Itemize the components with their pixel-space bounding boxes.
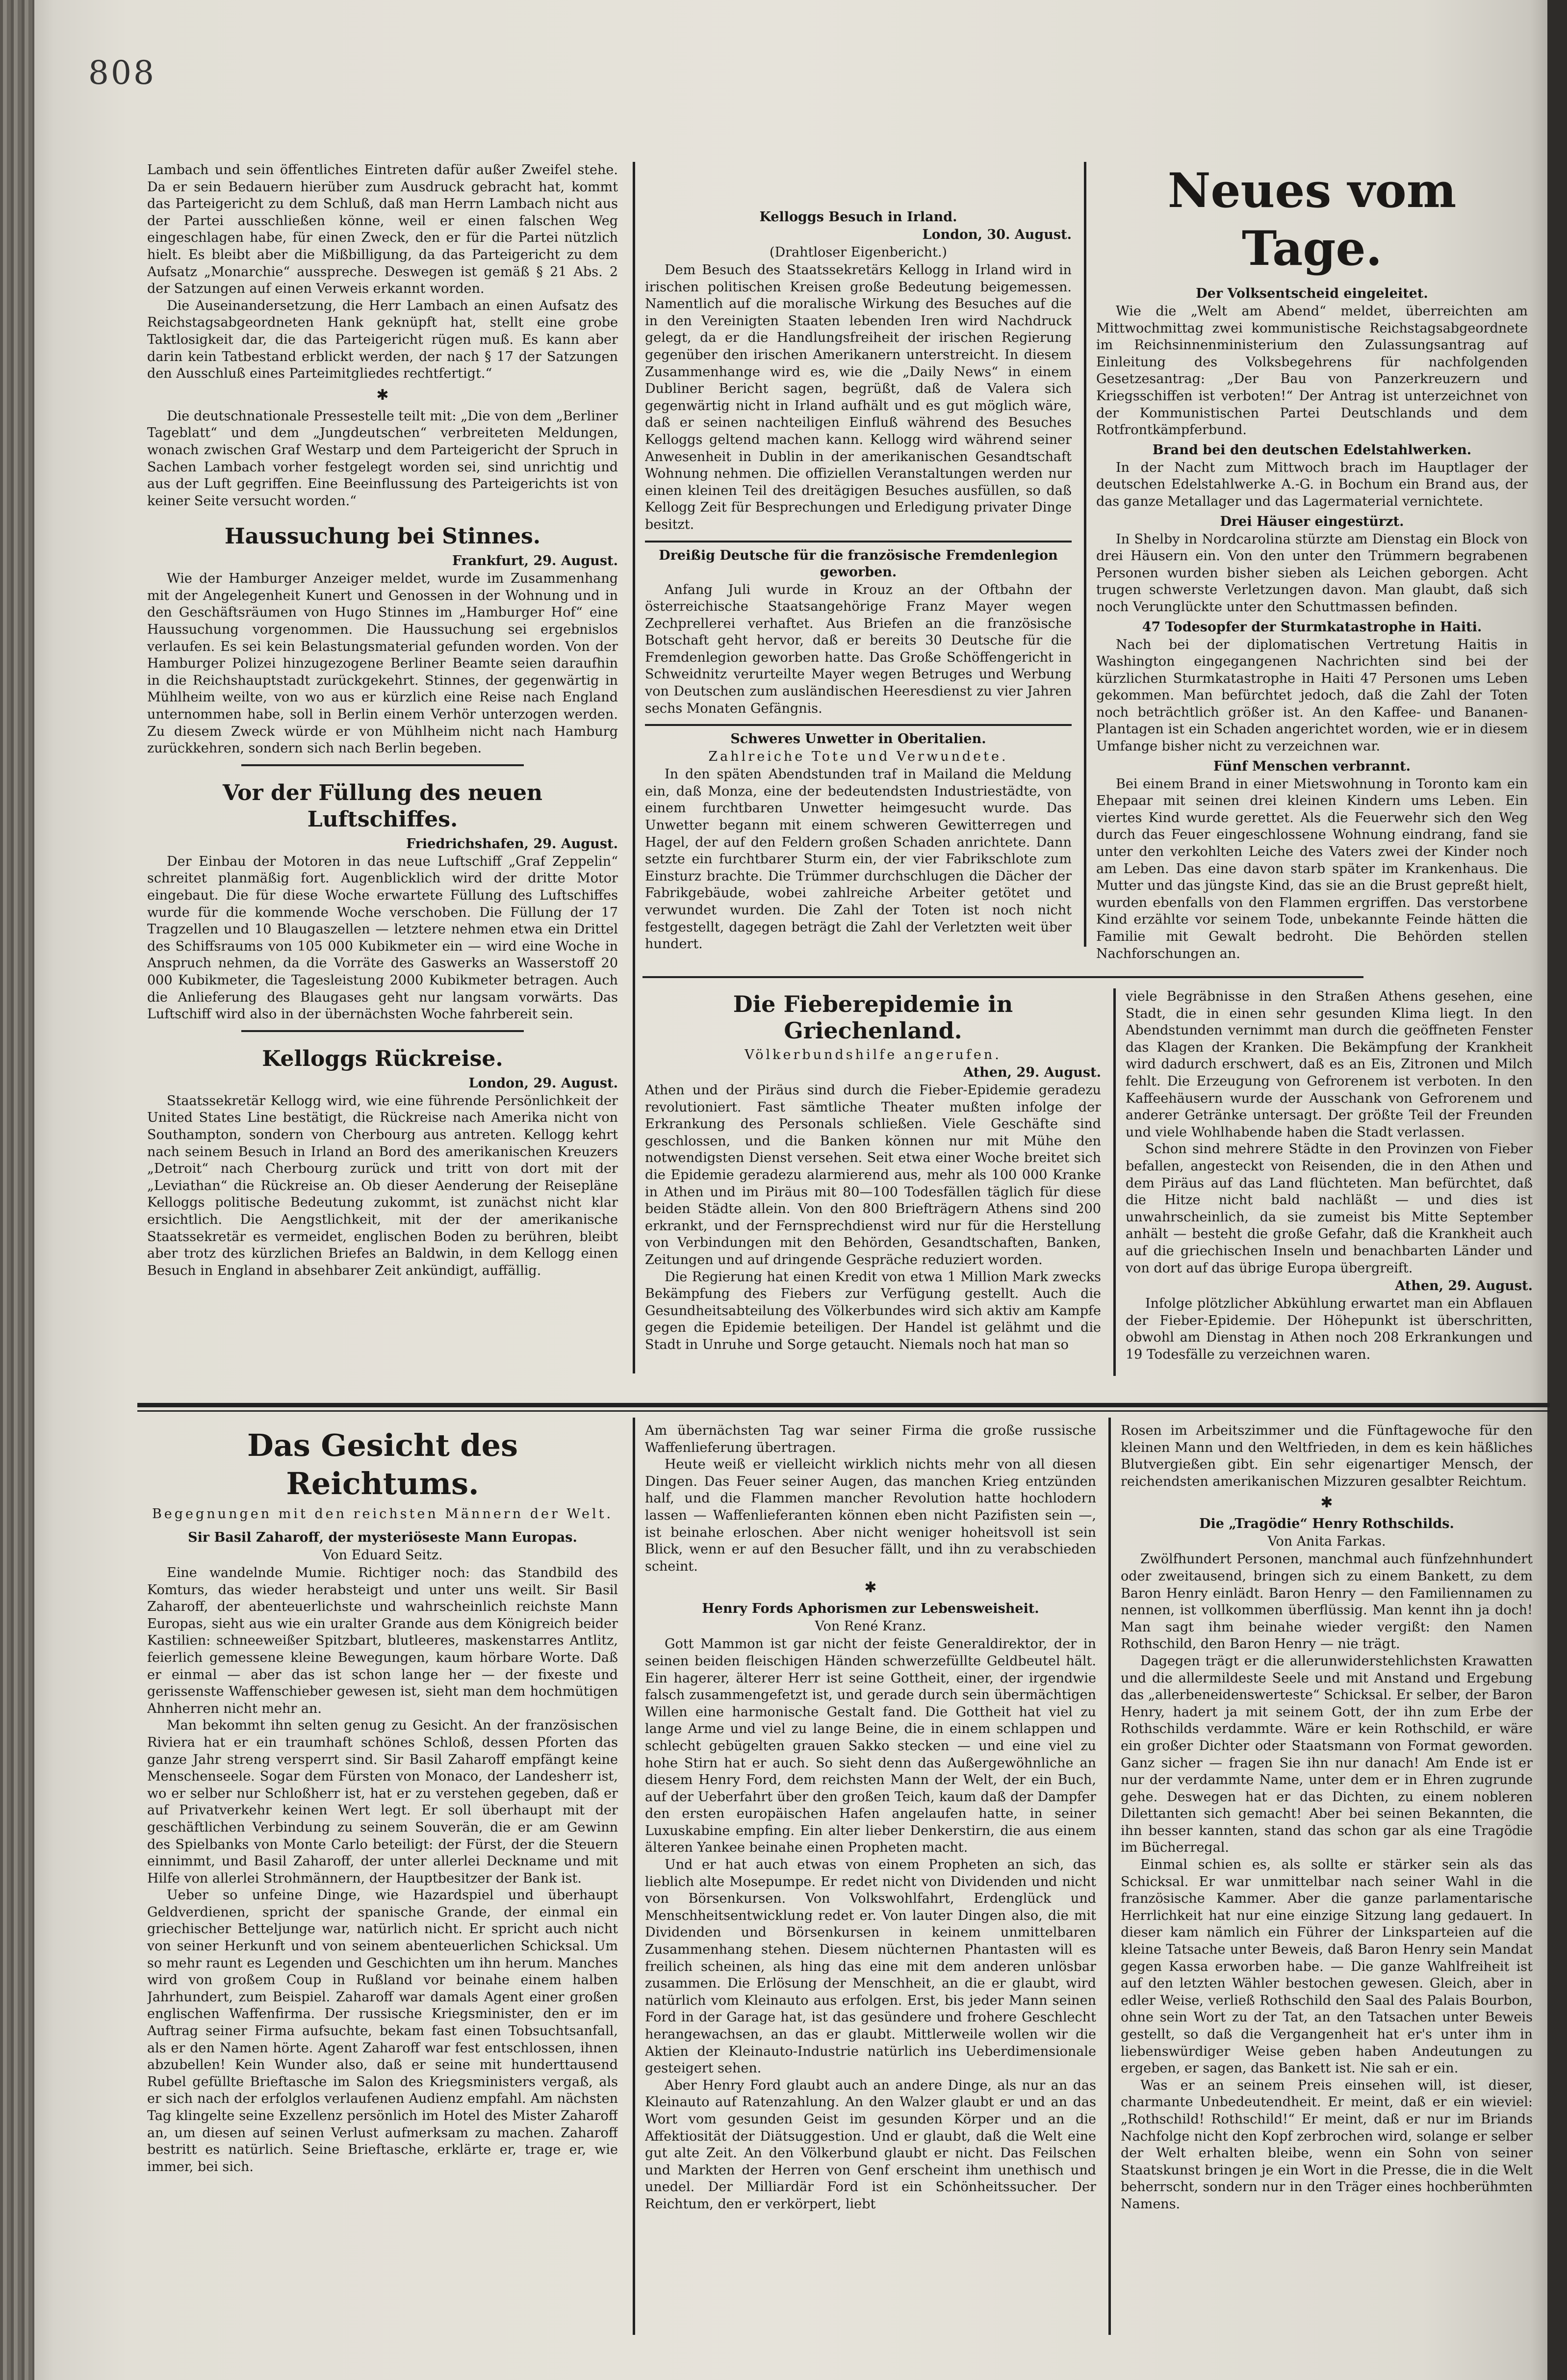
paragraph: Man bekommt ihn selten genug zu Gesicht. An der französischen Riviera hat er ein traumhaft schönes Schloß, dessen Pforten das ganze Jahr streng versperrt sind. Sir Basil Zaharoff empfängt keine Menschenseele. Sogar dem Fürsten von Monaco, der Landesherr ist, wo er selber nur Schloßherr ist, hat er zu verstehen gegeben, daß er auf Privatverkehr keinen Wert legt. Er soll überhaupt mit der geschäftlichen Verbindung zu seinem Souverän, die er am Gewinn des Spielbanks von Monte Carlo beteiligt: der Fürst, der die Steuern einnimmt, und Basil Zaharoff, der unter allerlei Deckname und mit Hilfe von allerlei Strohmännern, der Hauptbesitzer der Bank ist. [147, 1718, 618, 1886]
headline-gesicht-reichtum: Das Gesicht des Reichtums. [247, 1427, 518, 1501]
paragraph: viele Begräbnisse in den Straßen Athens gesehen, eine Stadt, die in einen sehr gesunden Klima liegt. In den Abendstunden vernimmt man durch die geöffneten Fenster das Klagen der Kranken. Die Bekämpfung der Krankheit wird dadurch erschwert, daß es an Eis, Zitronen und Milch fehlt. Die Erzeugung von Gefrorenem ist verboten. In den Kaffeehäusern wurde der Ausschank von Gefrorenem und anderer Getränke untersagt. Der größte Teil der Freunden und viele Wohlhabende haben die Stadt verlassen. [1126, 989, 1533, 1140]
separator-star-icon: ✱ [376, 386, 389, 404]
headline: Der Volksentscheid eingeleitet. [1196, 286, 1428, 301]
paragraph: Am übernächsten Tag war seiner Firma die große russische Waffenlieferung übertragen. [645, 1423, 1096, 1455]
column-rule [1084, 162, 1086, 947]
column-rule [633, 162, 635, 1373]
paragraph: In den späten Abendstunden traf in Mailand die Meldung ein, daß Monza, eine der bedeutendsten Industriestädte, von einem furchtbaren Unwetter heimgesucht wurde. Das Unwetter begann mit einem schweren Gewitterregen und Hagel, der auf den Feldern großen Schaden anrichtete. Dann setzte ein furchtbarer Sturm ein, der vier Fabrikschlote zum Einsturz brachte. Die Trümmer durchschlugen die Dächer der Fabrikgebäude, wobei zahlreiche Arbeiter getötet und verwundet wurden. Die Zahl der Toten ist noch nicht festgestellt, dagegen beträgt die Zahl der Verletzten weit über hundert. [645, 767, 1072, 952]
paragraph: Gott Mammon ist gar nicht der feiste Generaldirektor, der in seinen beiden fleischigen Händen schwerzefüllte Geldbeutel hält. Ein hagerer, älterer Herr ist seine Gottheit, einer, der irgendwie falsch zusammengefetzt ist, und gerade durch sein übermächtigen Willen eine harmonische Gestalt fand. Die Gottheit hat viel zu lange Arme und viel zu lange Beine, die in einem schlappen und schlecht gebügelten grauen Sakko stecken — und eine viel zu hohe Stirn hat er auch. So sieht denn das Außergewöhnliche an diesem Henry Ford, dem reichsten Mann der Welt, der ein Buch, auf der Ueberfahrt über den großen Teich, kaum daß der Dampfer den ersten europäischen Hafen angelaufen hatte, in seiner Luxuskabine empfing. Ein alter lieber Denkerstirn, die aus einem älteren Yankee beinahe einen Propheten macht. [645, 1636, 1096, 1856]
dateline: Friedrichshafen, 29. August. [406, 836, 618, 852]
paragraph: Anfang Juli wurde in Krouz an der Oftbahn der österreichische Staatsangehörige Franz Mayer wegen Zechprellerei verhaftet. Aus Briefen an die französische Botschaft geht hervor, daß er bereits 30 Deutsche für die Fremdenlegion geworben hatte. Das Große Schöffengericht in Schweidnitz verurteilte Mayer wegen Betruges und Werbung von Deutschen zum ausländischen Heeresdienst zu vier Jahren sechs Monaten Gefängnis. [645, 582, 1072, 716]
dateline: London, 29. August. [468, 1075, 618, 1091]
section-title: Neues vom Tage. [1167, 163, 1457, 276]
subheadline: Begegnungen mit den reichsten Männern der Welt. [152, 1506, 614, 1522]
subheadline: Zahlreiche Tote und Verwundete. [708, 749, 1008, 765]
part-title: Die „Tragödie“ Henry Rothschilds. [1199, 1516, 1454, 1532]
subheadline: Völkerbundshilfe angerufen. [745, 1047, 1002, 1062]
paragraph: Bei einem Brand in einer Mietswohnung in Toronto kam ein Ehepaar mit seinen drei kleinen Kindern ums Leben. Ein viertes Kind wurde gerettet. Als die Feuerwehr sich den Weg durch das Feuer eingeschlossene Wohnung eindrang, fand sie unter den verkohlten Leiche des Vaters zwei der Kinder noch am Leben. Das eine davon starb später im Krankenhaus. Die Mutter und das jüngste Kind, das sie an die Brust gepreßt hielt, wurden ebenfalls von den Flammen ergriffen. Das verstorbene Kind erzählte vor seinem Tode, unbekannte Feinde hätten die Familie mit Gewalt bedroht. Die Behörden stellen Nachforschungen an. [1096, 776, 1528, 961]
paragraph: Nach bei der diplomatischen Vertretung Haitis in Washington eingegangenen Nachrichten sind bei der kürzlichen Sturmkatastrophe in Haiti 47 Personen ums Leben gekommen. Man befürchtet jedoch, daß die Zahl der Toten noch beträchtlich größer ist. An den Kaffee- und Bananen-Plantagen ist ein Schaden angerichtet worden, wie er in diesem Umfange bisher nicht zu verzeichnen war. [1096, 637, 1528, 754]
paragraph: Die deutschnationale Pressestelle teilt mit: „Die von dem „Berliner Tageblatt“ und dem „Jungdeutschen“ verbreiteten Meldungen, wonach zwischen Graf Westarp und dem Parteigericht der Spruch in Sachen Lambach vorher festgelegt worden sei, sind unrichtig und aus der Luft gegriffen. Eine Beeinflussung des Parteigerichts ist von keiner Seite versucht worden.“ [147, 408, 618, 509]
author: Von Anita Farkas. [1267, 1534, 1386, 1550]
paragraph: Die Auseinandersetzung, die Herr Lambach an einen Aufsatz des Reichstagsabgeordneten Hank geknüpft hat, stellt eine grobe Taktlosigkeit dar, die das Parteigericht rügen muß. Es kann aber darin kein Tatbestand erblickt werden, der nach § 17 der Satzungen den Ausschluß eines Parteimitgliedes rechtfertigt.“ [147, 298, 618, 382]
headline-stinnes: Haussuchung bei Stinnes. [224, 524, 541, 549]
paragraph: In Shelby in Nordcarolina stürzte am Dienstag ein Block von drei Häusern ein. Von den unter den Trümmern begrabenen Personen wurden bisher sieben als Leichen geborgen. Acht trugen schwerste Verletzungen davon. Man glaubt, daß sich noch Verunglückte unter den Schuttmassen befinden. [1096, 531, 1528, 615]
paragraph: Dem Besuch des Staatssekretärs Kellogg in Irland wird in irischen politischen Kreisen große Bedeutung beigemessen. Namentlich auf die moralische Wirkung des Besuches auf die in den Vereinigten Staaten lebenden Iren wird Nachdruck gelegt, da er die Handlungsfreiheit der irischen Regierung gegenüber den irischen Amerikanern unterstreicht. In diesem Zusammenhange wird es, wie die „Daily News“ in einem Dubliner Bericht sagen, begrüßt, daß de Valera sich gegenwärtig nicht in Irland aufhält und es gut möglich wäre, daß er seinen nachteiligen Einfluß während des Besuches Kelloggs geltend machen kann. Kellogg wird während seiner Anwesenheit in Dublin in der amerikanischen Gesandtschaft Wohnung nehmen. Die offiziellen Veranstaltungen werden nur einen kleinen Teil des dreitägigen Besuches ausfüllen, so daß Kellogg Zeit für Besprechungen und Erledigung privater Dinge besitzt. [645, 262, 1072, 532]
column-rule [1113, 988, 1116, 1376]
paragraph: Wie der Hamburger Anzeiger meldet, wurde im Zusammenhang mit der Angelegenheit Kunert und Genossen in der Wohnung und in den Geschäftsräumen von Hugo Stinnes im „Hamburger Hof“ eine Haussuchung vorgenommen. Die Haussuchung sei ergebnislos verlaufen. Es sei kein Belastungsmaterial gefunden worden. Von der Hamburger Polizei hinzugezogene Berliner Beamte seien daraufhin in die Reichshauptstadt zurückgekehrt. Stinnes, der gegenwärtig in Mühlheim weilte, von wo aus er kürzlich eine Reise nach England unternommen habe, soll in Berlin einem Verhör unterzogen werden. Zu diesem Zweck würde er von Mühlheim nicht nach Hamburg zurückkehren, sondern sich nach Berlin begeben. [147, 571, 618, 756]
headline-fieberepidemie: Die Fieberepidemie in Griechenland. [733, 991, 1013, 1044]
divider [645, 724, 1072, 726]
paragraph: Der Einbau der Motoren in das neue Luftschiff „Graf Zeppelin“ schreitet planmäßig fort. Augenblicklich wird der dritte Motor eingebaut. Die für diese Woche erwartete Füllung des Luftschiffes wurde für die kommende Woche verschoben. Die Füllung der 17 Tragzellen und 10 Blaugaszellen — letztere nehmen etwa ein Drittel des Schiffsraums von 105 000 Kubikmeter ein — wird eine Woche in Anspruch nehmen, da die Vorräte des Gaswerks an Wasserstoff 20 000 Kubikmeter, die Tagesleistung 2000 Kubikmeter betragen. Auch die Anlieferung des Blaugases geht nur langsam vorwärts. Das Luftschiff wird also in der übernächsten Woche fahrbereit sein. [147, 854, 618, 1022]
paragraph: Athen und der Piräus sind durch die Fieber-Epidemie geradezu revolutioniert. Fast sämtliche Theater mußten infolge der Erkrankung des Personals schließen. Viele Geschäfte sind geschlossen, und die Banken können nur mit Mühe den notwendigsten Dienst versehen. Seit etwa einer Woche breitet sich die Epidemie geradezu alarmierend aus, mehr als 100 000 Kranke in Athen und im Piräus mit 80—100 Todesfällen täglich für diese beiden Städte allein. Von den 800 Briefträgern Athens sind 200 erkrankt, und der Fernsprechdienst wird nur für die Herstellung von Verbindungen mit den Behörden, Gesandtschaften, Banken, Zeitungen und auf dringende Gespräche reduziert worden. [645, 1083, 1101, 1268]
headline-fremdenlegion: Dreißig Deutsche für die französische Fremdenlegion geworben. [659, 547, 1058, 580]
paragraph: Was er an seinem Preis einsehen will, ist dieser, charmante Unbedeutendheit. Er meint, daß er ein wieviel: „Rothschild! Rothschild!“ Er meint, daß er nur im Briands Nachfolge nicht den Kopf zerbrochen wird, solange er selber der Welt erhalten bleibe, wenn ein Sohn von seiner Staatskunst bringen je ein Wort in die Presse, die in die Welt beherrscht, sondern nur in den Träger eines hochberühmten Namens. [1121, 2077, 1533, 2212]
headline: Brand bei den deutschen Edelstahlwerken. [1152, 442, 1472, 458]
separator-star-icon: ✱ [1320, 1494, 1333, 1512]
paragraph: Staatssekretär Kellogg wird, wie eine führende Persönlichkeit der United States Line bestätigt, die Rückreise nach Amerika nicht von Southampton, sondern von Cherbourg aus antreten. Kellogg kehrt nach seinem Besuch in Irland an Bord des amerikanischen Kreuzers „Detroit“ nach Cherbourg zurück und tritt von dort mit der „Leviathan“ die Rückreise an. Ob dieser Aenderung der Reisepläne Kelloggs politische Bedeutung zukommt, ist zunächst nicht klar ersichtlich. Die Aengstlichkeit, mit der der amerikanische Staatssekretär es vermeidet, englischen Boden zu berühren, bleibt aber trotz des kürzlichen Briefes an Baldwin, in dem Kellogg einen Besuch in England in absehbarer Zeit ankündigt, auffällig. [147, 1093, 618, 1278]
feuilleton-rule-thin [137, 1410, 1550, 1412]
paragraph: Einmal schien es, als sollte er stärker sein als das Schicksal. Er war unmittelbar nach seiner Wahl in die französische Kammer. Aber die ganze parlamentarische Herrlichkeit hat nur eine einzige Sitzung lang gedauert. In dieser kam nämlich ein Führer der Linksparteien auf die kleine Tatsache unter Beweis, daß Baron Henry sein Mandat gegen Kassa erworben habe. — Die ganze Wahlfreiheit ist auf den letzten Wähler bestochen gewesen. Gleich, aber in edler Weise, verließ Rothschild den Saal des Palais Bourbon, ohne sein Wort zu der Tat, an den Tatsachen unter Beweis gestellt, so daß die Vergangenheit hat er's unter ihm in liebenswürdiger Weise geben haben Andeutungen zu ergeben, er sagen, das Bankett ist. Nie sah er ein. [1121, 1857, 1533, 2076]
source-note: (Drahtloser Eigenbericht.) [770, 245, 947, 260]
paragraph: Zwölfhundert Personen, manchmal auch fünfzehnhundert oder zweitausend, bringen sich zu einem Bankett, zu dem Baron Henry einlädt. Baron Henry — den Familiennamen zu nennen, ist vollkommen überflüssig. Man kennt ihn ja doch! Man sagt ihm beinahe wieder vergißt: den Namen Rothschild, den Baron Henry — nie trägt. [1121, 1552, 1533, 1652]
page-number: 808 [88, 54, 156, 92]
part-title: Henry Fords Aphorismen zur Lebensweisheit. [702, 1601, 1039, 1617]
paragraph: Wie die „Welt am Abend“ meldet, überreichten am Mittwochmittag zwei kommunistische Reichstagsabgeordnete im Reichsinnenministerium den Zulassungsantrag auf Einleitung des Volksbegehrens für nachfolgenden Gesetzesantrag: „Der Bau von Panzerkreuzern und Kriegsschiffen ist verboten!“ Der Antrag ist unterzeichnet von der Kommunistischen Partei Deutschlands und dem Rotfrontkämpferbund. [1096, 304, 1528, 438]
paragraph: Und er hat auch etwas von einem Propheten an sich, das lieblich alte Mosepumpe. Er redet nicht von Dividenden und nicht von Börsenkursen. Von Volkswohlfahrt, Erdenglück und Menschheitsentwicklung redet er. Von lauter Dingen also, die mit Dividenden und Börsenkursen in keinem unmittelbaren Zusammenhang stehen. Diesem nüchternen Phantasten will es freilich scheinen, als hing das eine mit dem anderen unlösbar zusammen. Die Erlösung der Menschheit, an die er glaubt, wird natürlich vom Kleinauto aus erfolgen. Erst, bis jeder Mann seinen Ford in der Garage hat, ist das gesündere und frohere Geschlecht herangewachsen, an das er glaubt. Mittlerweile wollen wir die Aktien der Kleinauto-Industrie natürlich ins Ueberdimensionale gesteigert sehen. [645, 1857, 1096, 2076]
paragraph: Die Regierung hat einen Kredit von etwa 1 Million Mark zwecks Bekämpfung des Fiebers zur Verfügung gestellt. Auch die Gesundheitsabteilung des Völkerbundes wird sich aktiv am Kampfe gegen die Epidemie beteiligen. Der Handel ist gelähmt und die Stadt in Unruhe und Sorge getaucht. Niemals noch hat man so [645, 1269, 1101, 1352]
part-title: Sir Basil Zaharoff, der mysteriöseste Mann Europas. [188, 1530, 577, 1545]
dateline: Athen, 29. August. [963, 1065, 1101, 1080]
paragraph: Rosen im Arbeitszimmer und die Fünftagewoche für den kleinen Mann und den Weltfrieden, in dem es kein häßliches Blutvergießen gibt. Ein sehr eigenartiger Mensch, der reichendsten amerikanischen Mizzuren gesalbter Reichtum. [1121, 1423, 1533, 1489]
section-rule [642, 976, 1363, 978]
headline: Drei Häuser eingestürzt. [1220, 514, 1404, 529]
divider [645, 541, 1072, 543]
wealth-column-b [645, 1423, 1096, 2335]
dateline: Athen, 29. August. [1395, 1278, 1533, 1294]
paragraph: Eine wandelnde Mumie. Richtiger noch: das Standbild des Komturs, das wieder herabsteigt und unter uns weilt. Sir Basil Zaharoff, der abenteuerlichste und wahrscheinlich reichste Mann Europas, sieht aus wie ein uralter Grande aus dem Königreich beider Kastilien: schneeweißer Spitzbart, blutleeres, maskenstarres Antlitz, feierlich gemessene kleine Bewegungen, kaum hörbare Worte. Daß er einmal — aber das ist schon lange her — der fixeste und gerissenste Waffenschieber gewesen ist, sieht man dem hochmütigen Ahnherren nicht mehr an. [147, 1565, 618, 1716]
fever-article-right [1126, 988, 1533, 1396]
headline: Fünf Menschen verbrannt. [1213, 758, 1411, 774]
paragraph: Ueber so unfeine Dinge, wie Hazardspiel und überhaupt Geldverdienen, spricht der spanische Grande, der einmal ein griechischer Betteljunge war, natürlich nicht. Er spricht auch nicht von seiner Herkunft und von seinem abenteuerlichen Schicksal. Um so mehr raunt es Legenden und Geschichten um ihn herum. Manches wird von großem Coup in Rußland vor beinahe einem halben Jahrhundert, zum Beispiel. Zaharoff war damals Agent einer großen englischen Waffenfirma. Der russische Kriegsminister, den er im Auftrag seiner Firma aufsuchte, bekam fast einen Tobsuchtsanfall, als er den Namen hörte. Agent Zaharoff war fest entschlossen, ihnen abzubellen! Kein Wunder also, daß er seine mit hunderttausend Rubel gefüllte Brieftasche im Salon des Kriegsministers vergaß, als er sich nach der erfolglos verlaufenen Audienz empfahl. Am nächsten Tag klingelte seine Exzellenz persönlich im Hotel des Mister Zaharoff an, um diesen auf seinen Verlust aufmerksam zu machen. Zaharoff bestritt es natürlich. Seine Brieftasche, erklärte er, trage er, wie immer, bei sich. [147, 1888, 618, 2174]
feuilleton-rule [137, 1403, 1550, 1407]
divider [241, 1030, 524, 1032]
paragraph: In der Nacht zum Mittwoch brach im Hauptlager der deutschen Edelstahlwerke A.-G. in Bochum ein Brand aus, der das ganze Metallager und das Lagermaterial vernichtete. [1096, 460, 1528, 509]
headline-luftschiff: Vor der Füllung des neuen Luftschiffes. [223, 780, 542, 832]
author: Von Eduard Seitz. [322, 1548, 443, 1563]
page-edge-right [1547, 0, 1567, 2380]
wealth-column-c [1121, 1423, 1533, 2335]
paragraph: Heute weiß er vielleicht wirklich nichts mehr von all diesen Dingen. Das Feuer seiner Augen, das manchen Krieg entzünden half, und die Flammen mancher Revolution hatte hochlodern lassen — Waffenlieferanten können eben nicht Pazifisten sein —, ist beinahe erloschen. Aber nicht weniger hoheitsvoll ist sein Blick, wenn er auf den Besucher fällt, und ihn zu verabschieden scheint. [645, 1457, 1096, 1574]
column-right [1096, 157, 1528, 961]
headline-unwetter: Schweres Unwetter in Oberitalien. [730, 731, 986, 747]
separator-star-icon: ✱ [864, 1579, 877, 1597]
column-left [147, 162, 618, 1388]
dateline: London, 30. August. [922, 227, 1072, 242]
fever-article-left [645, 986, 1101, 1393]
paragraph: Infolge plötzlicher Abkühlung erwartet man ein Abflauen der Fieber-Epidemie. Der Höhepunkt ist überschritten, obwohl am Dienstag in Athen noch 208 Erkrankungen und 19 Todesfälle zu verzeichnen waren. [1126, 1296, 1533, 1362]
column-middle [645, 206, 1072, 971]
binding-edge [0, 0, 34, 2380]
paragraph: Aber Henry Ford glaubt auch an andere Dinge, als nur an das Kleinauto auf Ratenzahlung. An den Walzer glaubt er und an das Wort vom gesunden Geist im gesunden Körper und an die Affektiosität der Diätsuggestion. Und er glaubt, daß die Welt eine gut alte Zeit. An den Völkerbund glaubt er nicht. Das Feilschen und Markten der Herren von Genf erscheint ihm unethisch und unedel. Der Milliardär Ford ist ein Schönheitssucher. Der Reichtum, den er verkörpert, liebt [645, 2077, 1096, 2212]
column-rule [1108, 1418, 1111, 2335]
headline-kellogg-rueckreise: Kelloggs Rückreise. [262, 1046, 503, 1071]
dateline: Frankfurt, 29. August. [452, 553, 618, 569]
headline: 47 Todesopfer der Sturmkatastrophe in Haiti. [1142, 619, 1482, 635]
column-rule [633, 1418, 635, 2335]
paragraph: Dagegen trägt er die allerunwiderstehlichsten Krawatten und die allermildeste Seele und mit Anstand und Ergebung das „allerbeneidenswerteste“ Schicksal. Er selber, der Baron Henry, hadert ja mit seinem Gott, der ihn zum Erbe der Rothschilds verdammte. Wäre er kein Rothschild, er wäre ein großer Dichter oder Staatsmann von Format geworden. Ganz sicher — fragen Sie ihn nur danach! Am Ende ist er nur der verdammte Name, unter dem er in Ehren zugrunde gehe. Deswegen hat er das Dichten, zu einem nobleren Dilettanten sich gemacht! Aber bei seinen Bekannten, die ihn besser kannten, stand das schon gar als eine Tragödie im Bücherregal. [1121, 1653, 1533, 1856]
headline-kellogg-irland: Kelloggs Besuch in Irland. [759, 209, 957, 225]
divider [241, 764, 524, 766]
wealth-column-a [147, 1423, 618, 2335]
author: Von René Kranz. [815, 1619, 926, 1634]
paragraph: Schon sind mehrere Städte in den Provinzen von Fieber befallen, angesteckt von Reisenden, die in den Athen und dem Piräus auf das Land flüchteten. Man befürchtet, daß die Hitze nicht bald nachläßt — und dies ist unwahrscheinlich, da sie zumeist bis Mitte September anhält — besteht die große Gefahr, daß die Krankheit auch auf die griechischen Inseln und benachbarten Länder und von dort auf das übrige Europa übergreift. [1126, 1141, 1533, 1276]
paragraph: Lambach und sein öffentliches Eintreten dafür außer Zweifel stehe. Da er sein Bedauern hierüber zum Ausdruck gebracht hat, kommt das Parteigericht zu dem Schluß, daß man Herrn Lambach nicht aus der Partei ausschließen könne, weil er einen falschen Weg eingeschlagen habe, für einen Zweck, den er für die Partei nützlich hielt. Es bleibt aber die Mißbilligung, da das Parteigericht zu dem Aufsatz „Monarchie“ ausspreche. Deswegen ist gemäß § 21 Abs. 2 der Satzungen auf einen Verweis erkannt worden. [147, 162, 618, 297]
